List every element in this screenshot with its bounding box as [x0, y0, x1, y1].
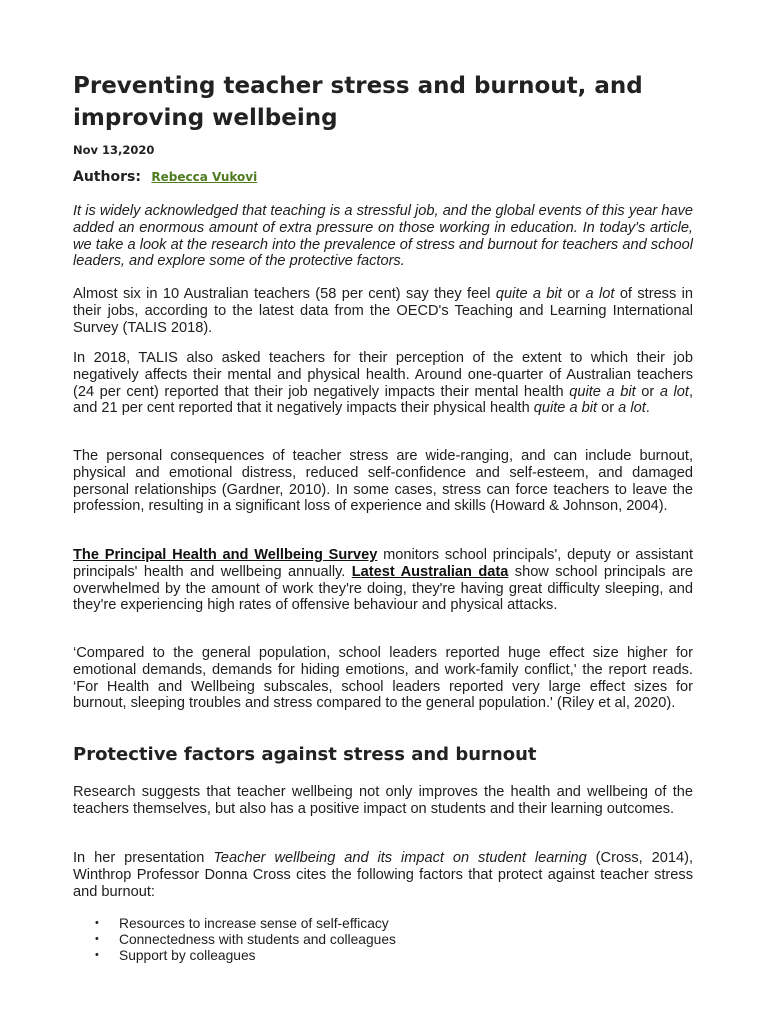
article-title: Preventing teacher stress and burnout, and improving wellbeing [73, 73, 643, 131]
p2-text-d: or [597, 400, 619, 417]
p1-text-b: or [561, 286, 586, 302]
paragraph-research: Research suggests that teacher wellbeing not only improves the health and wellbeing of the teachers themselves, but also has a positive impact on students and their learning outcomes. [73, 784, 693, 817]
p7-text-b: (Cross, 2014), Winthrop Professor Donna Cross cites the following factors that protect against teacher stress and burnout: [73, 850, 694, 900]
bullet-icon: • [95, 932, 99, 945]
paragraph-cross [73, 850, 693, 900]
principal-survey-link[interactable]: The Principal Health and Wellbeing Survey [73, 547, 378, 563]
p1-emphasis-1: quite a bit [495, 286, 562, 302]
authors-label: Authors: [73, 169, 141, 185]
paragraph-talis-stress [73, 286, 693, 336]
paragraph-consequences: The personal consequences of teacher stress are wide-ranging, and can include burnout, physical and emotional distress, reduced self-confidence and self-esteem, and damaged personal relationships (Gardner, 2010). In some cases, stress can force teachers to leave the profession, resulting in a significant loss of experience and skills (Howard & Johnson, 2004). [73, 448, 693, 515]
list-item-text: Support by colleagues [119, 947, 256, 963]
p2-text-a: In 2018, TALIS also asked teachers for their perception of the extent to which their job negatively affects their mental and physical health. Around one-quarter of Australian teachers (24 per cent) reported that their job negatively impacts their mental health [73, 350, 693, 400]
australian-data-link[interactable]: Latest Australian data [351, 563, 509, 580]
list-item [73, 932, 693, 948]
author-link[interactable]: Rebecca Vukovi [151, 170, 258, 184]
p4-text-a: monitors school principals', deputy or assistant principals' health and wellbeing annually. [73, 547, 694, 580]
p2-text-c: , and 21 per cent reported that it negatively impacts their physical health [73, 383, 693, 417]
paragraph-talis-health [73, 350, 693, 417]
paragraph-principal-survey [73, 547, 693, 614]
p2-text-b: or [635, 383, 660, 400]
p2-text-e: . [645, 400, 650, 417]
p1-text-c: of stress in their jobs, according to the latest data from the OECD's Teaching and Learning International Survey (TALIS 2018). [73, 286, 693, 336]
publish-date: Nov 13,2020 [73, 143, 155, 157]
authors-line [73, 169, 257, 185]
p2-emphasis-3: quite a bit [533, 400, 598, 417]
bullet-icon: • [95, 917, 99, 929]
list-item [73, 916, 693, 932]
bullet-icon: • [95, 948, 99, 961]
p7-text-a: In her presentation [73, 850, 214, 866]
list-item-text: Resources to increase sense of self-efficacy [119, 916, 389, 931]
p2-emphasis-2: a lot [659, 383, 689, 400]
p2-emphasis-1: quite a bit [569, 383, 636, 400]
p1-text-a: Almost six in 10 Australian teachers (58 per cent) say they feel [73, 286, 496, 302]
p1-emphasis-2: a lot [585, 286, 615, 302]
intro-paragraph: It is widely acknowledged that teaching is a stressful job, and the global events of this year have added an enormous amount of extra pressure on those working in education. In today's article, we take a look at the research into the prevalence of stress and burnout for teachers and school leaders, and explore some of the protective factors. [73, 203, 693, 270]
paragraph-report-quote: ‘Compared to the general population, school leaders reported huge effect size higher for emotional demands, demands for hiding emotions, and work-family conflict,' the report reads. ‘For Health and Wellbeing subscales, school leaders reported very large effect sizes for burnout, sleeping troubles and stress compared to the general population.' (Riley et al, 2020). [73, 645, 693, 712]
p4-text-b: show school principals are overwhelmed by the amount of work they're doing, they're having great difficulty sleeping, and they're experiencing high rates of offensive behaviour and physical attacks. [73, 563, 693, 614]
p2-emphasis-4: a lot [618, 400, 646, 417]
section-heading: Protective factors against stress and burnout [73, 744, 537, 765]
p7-presentation-title: Teacher wellbeing and its impact on student learning [213, 850, 587, 866]
list-item-text: Connectedness with students and colleagues [119, 931, 396, 947]
protective-factors-list [73, 916, 693, 963]
list-item [73, 948, 693, 964]
